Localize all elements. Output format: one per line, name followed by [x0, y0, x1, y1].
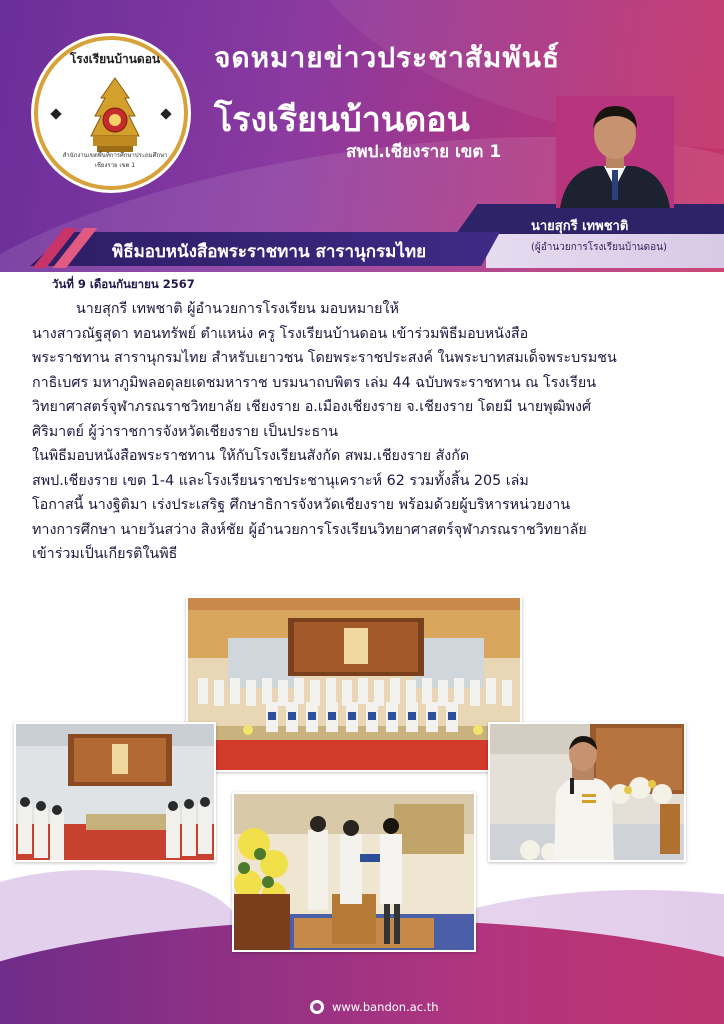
- book-handover-photo: [232, 792, 476, 952]
- emblem-icon: [85, 76, 145, 156]
- logo-top-text: โรงเรียนบ้านดอน: [69, 52, 161, 66]
- article-line: สพป.เชียงราย เขต 1-4 และโรงเรียนราชประชานุเคราะห์ 62 รวมทั้งสิ้น 205 เล่ม: [32, 472, 529, 489]
- newsletter-title: จดหมายข่าวประชาสัมพันธ์: [214, 41, 561, 74]
- article-line: นางสาวณัฐสุดา ทอนทรัพย์ ตำแหน่ง ครู โรงเรียนบ้านดอน เข้าร่วมพิธีมอบหนังสือ: [32, 325, 529, 342]
- director-role: (ผู้อำนวยการโรงเรียนบ้านดอน): [531, 242, 667, 253]
- article-line: ทางการศึกษา นายวันสว่าง สิงห์ชัย ผู้อำนวยการโรงเรียนวิทยาศาสตร์จุฬาภรณราชวิทยาลัย: [32, 521, 587, 538]
- article-line: พระราชทาน สารานุกรมไทย สำหรับเยาวชน โดยพระราชประสงค์ ในพระบาทสมเด็จพระบรมชน: [32, 350, 617, 366]
- article-line: ศิริมาตย์ ผู้ว่าราชการจังหวัดเชียงราย เป็นประธาน: [32, 423, 338, 440]
- article-line: วิทยาศาสตร์จุฬาภรณราชวิทยาลัย เชียงราย อ.เมืองเชียงราย จ.เชียงราย โดยมี นายพุฒิพงศ์: [32, 399, 592, 415]
- hall-audience-photo: [14, 722, 216, 862]
- article-line: เข้าร่วมเป็นเกียรติในพิธี: [32, 546, 178, 562]
- article-line: นายสุกรี เทพชาติ ผู้อำนวยการโรงเรียน มอบหมายให้: [76, 301, 399, 317]
- speaker-photo: [488, 722, 686, 862]
- group-photo: [186, 596, 522, 772]
- logo-diamond-icon: [160, 108, 171, 119]
- school-logo: [34, 36, 188, 190]
- article-line: โอกาสนี้ นางฐิติมา เร่งประเสริฐ ศึกษาธิการจังหวัดเชียงราย พร้อมด้วยผู้บริหารหน่วยงาน: [32, 497, 571, 513]
- logo-bottom-text: สำนักงานเขตพื้นที่การศึกษาประถมศึกษาเชียงราย เขต 1: [62, 152, 168, 169]
- district-name: สพป.เชียงราย เขต 1: [346, 142, 502, 162]
- event-date: วันที่ 9 เดือนกันยายน 2567: [52, 277, 195, 291]
- school-name: โรงเรียนบ้านดอน: [214, 100, 470, 140]
- director-name: นายสุกรี เทพชาติ: [531, 219, 629, 234]
- globe-icon: [310, 1000, 324, 1014]
- logo-diamond-icon: [50, 108, 61, 119]
- article-line: ในพิธีมอบหนังสือพระราชทาน ให้กับโรงเรียนสังกัด สพม.เชียงราย สังกัด: [32, 448, 470, 464]
- article-body: [32, 297, 712, 567]
- website-url[interactable]: www.bandon.ac.th: [332, 1000, 439, 1014]
- article-line: กาธิเบศร มหาภูมิพลอดุลยเดชมหาราช บรมนาถบพิตร เล่ม 44 ฉบับพระราชทาน ณ โรงเรียน: [32, 374, 597, 391]
- director-photo: [556, 96, 674, 208]
- event-title: พิธีมอบหนังสือพระราชทาน สารานุกรมไทย: [112, 242, 427, 262]
- website-link[interactable]: [310, 1000, 439, 1014]
